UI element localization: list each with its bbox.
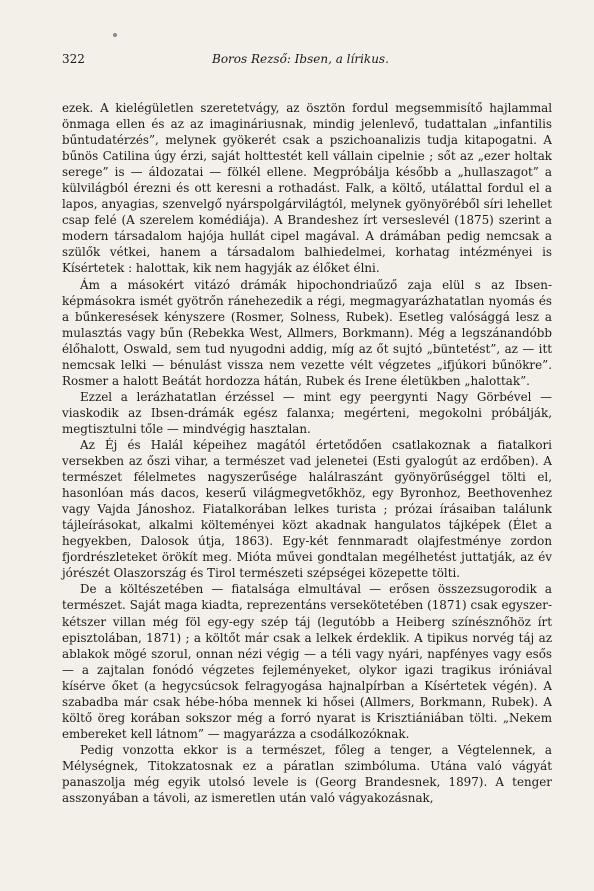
paragraph: Ezzel a lerázhatatlan érzéssel — mint egy peergynti Nagy Görbével — viaskodik az Ibsen-drámák egész falanxa; megérteni, megokolni próbálják, megtisztulni tőle — mindvégig hasztalan. [62, 389, 552, 436]
paragraph: ezek. A kielégületlen szeretetvágy, az ösztön fordul megsemmisítő hajlammal önmaga ellen és az az imagináriusnak, mindig jelenlevő, tudattalan „infantilis bűntudatérzés”, melynek gyökerét csak a pszichoanalizis tudja kitapogatni. A bűnös Catilina úgy érzi, saját holttestét kell vállain cipelnie ; sőt az „ezer holtak serege” is — áldozatai — fölkél ellene. Megpróbálja később a „hullaszagot” a külvilágból érezni és ott keresni a rothadást. Falk, a költő, utálattal fordul el a lapos, anyagias, szenvelgő nyárspolgárvilágtól, melynek gyönyöréből síri lehellet csap felé (A szerelem komédiája). A Brandeshez írt verseslevél (1875) szerint a modern társadalom hajója hullát cipel magával. A drámában pedig nemcsak a szülők vétkei, hanem a társadalom balhiedelmei, korhatag intézményei is Kísértetek : halottak, kik nem hagyják az élőket élni. [62, 101, 552, 276]
page-number: 322 [62, 52, 85, 66]
paragraph: Ám a másokért vitázó drámák hipochondriaűző zaja elül s az Ibsen-képmásokra ismét gyötrőn ránehezedik a régi, megmagyarázhatatlan nyomás és a bűnkeresések kényszere (Rosmer, Solness, Rubek). Esetleg valósággá lesz a mulasztás vagy bűn (Rebekka West, Allmers, Borkmann). Még a legszánandóbb élőhalott, Oswald, sem tud nyugodni addig, míg az őt sujtó „büntetést”, az — itt nemcsak lelki — bénulást vissza nem vezette vélt végzetes „ifjúkori bűnökre”. Rosmer a halott Beátát hordozza hátán, Rubek és Irene életükben „halottak”. [62, 277, 552, 388]
page-header [62, 52, 552, 70]
ink-dot [113, 33, 117, 37]
body-text [62, 100, 552, 806]
paragraph: Pedig vonzotta ekkor is a természet, főleg a tenger, a Végtelennek, a Mélységnek, Titokzatosnak ez a páratlan szimbóluma. Utána való vágyát panaszolja még egyik utolsó levele is (Georg Brandesnek, 1897). A tenger asszonyában a távoli, az ismeretlen után való vágyakozásnak, [62, 742, 552, 806]
paragraph: Az Éj és Halál képeihez magától értetődően csatlakoznak a fiatalkori versekben az őszi vihar, a természet vad jelenetei (Esti gyalogút az erdőben). A természet félelmetes nagyszerűsége halálraszánt gyönyörűséggel tölti el, hasonlóan más dacos, keserű világmegvetőkhöz, egy Byronhoz, Beethovenhez vagy Vajda Jánoshoz. Fiatalkorában lelkes turista ; prózai írásaiban találunk tájleírásokat, alkalmi költeményei közt akadnak hangulatos tájképek (Élet a hegyekben, Dalosok útja, 1863). Egy-két fennmaradt olajfestménye zordon fjordrészleteket örökít meg. Mióta művei gondtalan megélhetést juttatják, az év jórészét Olaszország és Tirol természeti szépségei közepette tölti. [62, 437, 552, 581]
paragraph: De a költészetében — fiatalsága elmultával — erősen összezsugorodik a természet. Saját maga kiadta, reprezentáns versekötetében (1871) csak egyszer-kétszer villan még föl egy-egy szép táj (legutóbb a Heiberg színésznőhöz írt episztolában, 1871) ; a költőt már csak a lelkek érdeklik. A tipikus norvég táj az ablakok mögé szorul, onnan nézi végig — a téli vagy nyári, napfényes vagy esős — a zajtalan fonódó végzetes fejleményeket, olykor igazi tragikus iróniával kísérve őket (a hegycsúcsok felragyogása hajnalpírban a Kísértetek végén). A szabadba már csak hébe-hóba mennek ki hősei (Allmers, Borkmann, Rubek). A költő öreg korában sokszor még a forró nyarat is Krisztiániában tölti. „Nekem embereket kell látnom” — magyarázza a csodálkozóknak. [62, 582, 552, 741]
running-title: Boros Rezső: Ibsen, a lírikus. [212, 52, 389, 66]
